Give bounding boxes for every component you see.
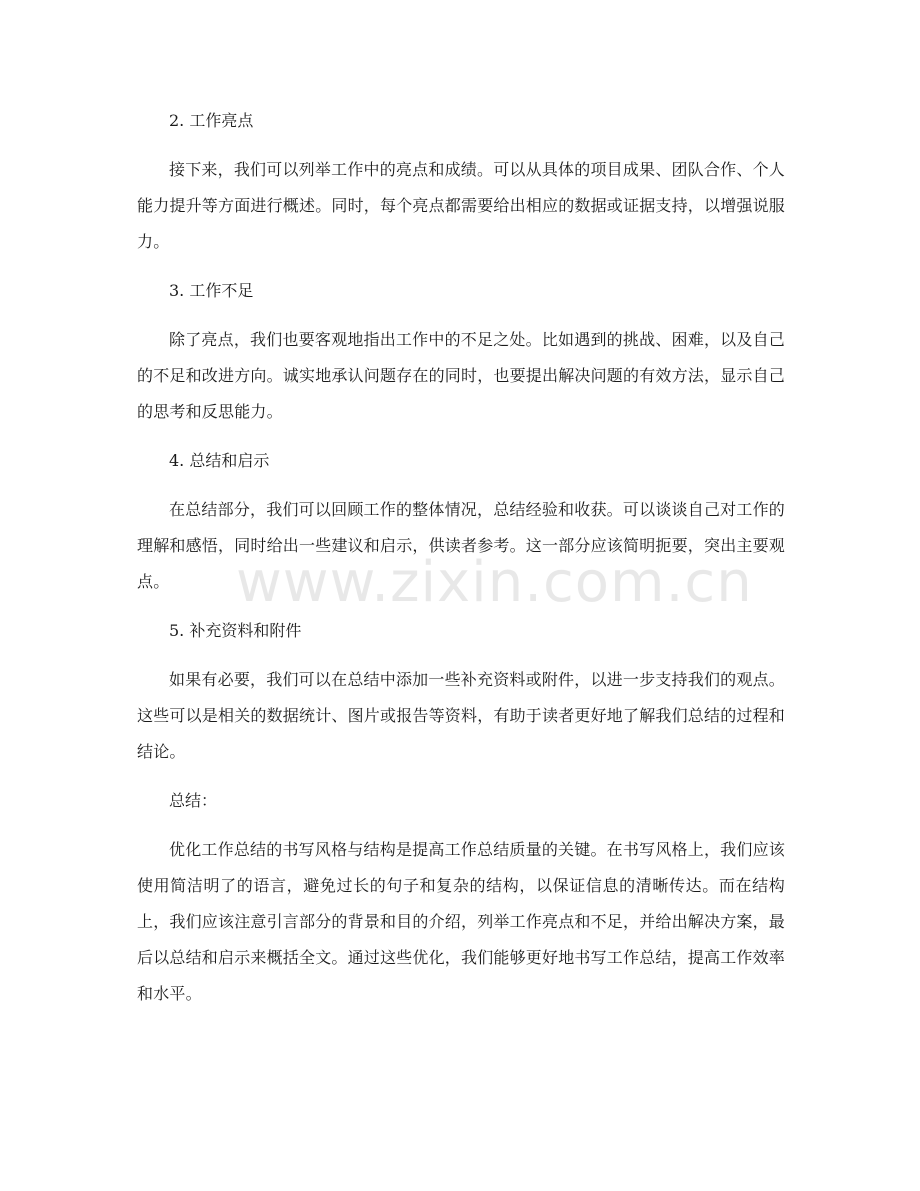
section-heading-conclusion-insights: 4. 总结和启示 [169, 451, 270, 470]
section-paragraph-shortcomings: 除了亮点，我们也要客观地指出工作中的不足之处。比如遇到的挑战、困难，以及自己的不足和改进方向。诚实地承认问题存在的同时，也要提出解决问题的有效方法，显示自己的思考和反思能力。 [137, 330, 786, 421]
section-paragraph-conclusion-insights: 在总结部分，我们可以回顾工作的整体情况，总结经验和收获。可以谈谈自己对工作的理解和感悟，同时给出一些建议和启示，供读者参考。这一部分应该简明扼要，突出主要观点。 [137, 500, 786, 591]
section-heading-supplementary: 5. 补充资料和附件 [169, 621, 302, 640]
section-heading-highlights: 2. 工作亮点 [169, 111, 254, 130]
watermark: www.zixin.com.cn [236, 550, 753, 615]
summary-paragraph: 优化工作总结的书写风格与结构是提高工作总结质量的关键。在书写风格上，我们应该使用简洁明了的语言，避免过长的句子和复杂的结构，以保证信息的清晰传达。而在结构上，我们应该注意引言部分的背景和目的介绍，列举工作亮点和不足，并给出解决方案，最后以总结和启示来概括全文。通过这些优化，我们能够更好地书写工作总结，提高工作效率和水平。 [137, 840, 786, 1003]
summary-label: 总结： [169, 791, 218, 810]
document-body [137, 103, 785, 1025]
section-paragraph-supplementary: 如果有必要，我们可以在总结中添加一些补充资料或附件，以进一步支持我们的观点。这些可以是相关的数据统计、图片或报告等资料，有助于读者更好地了解我们总结的过程和结论。 [137, 670, 786, 761]
section-paragraph-highlights: 接下来，我们可以列举工作中的亮点和成绩。可以从具体的项目成果、团队合作、个人能力提升等方面进行概述。同时，每个亮点都需要给出相应的数据或证据支持，以增强说服力。 [137, 160, 786, 251]
section-heading-shortcomings: 3. 工作不足 [169, 281, 254, 300]
